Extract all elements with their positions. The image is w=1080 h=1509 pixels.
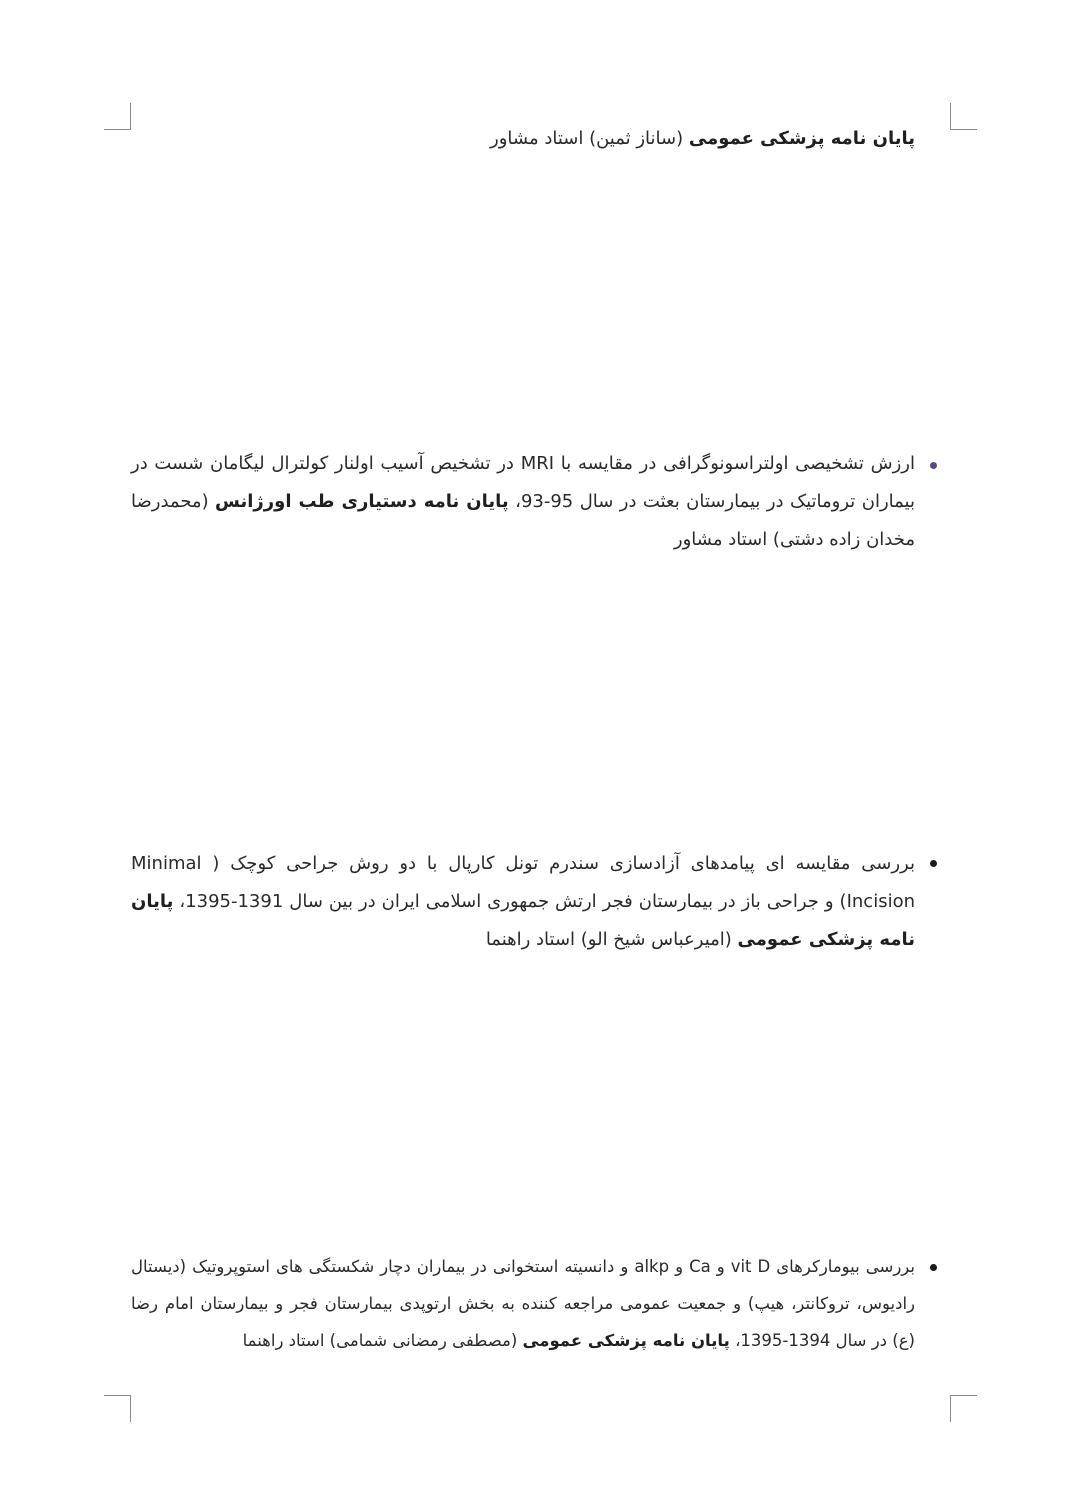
entry-1 [131, 445, 915, 559]
crop-mark-bottom-left [104, 1395, 131, 1422]
bullet-3 [930, 1264, 937, 1271]
crop-mark-bottom-right [950, 1395, 977, 1422]
entry-2-bold: پایان نامه پزشکی عمومی [131, 891, 915, 950]
entry-1-text-b: (محمدرضا مخدان زاده دشتی) استاد مشاور [131, 491, 915, 550]
entry-2-text-a: بررسی مقایسه ای پیامدهای آزادسازی سندرم تونل کارپال با دو روش جراحی کوچک ( Minimal Incision) و جراحی باز در بیمارستان فجر ارتش جمهوری اسلامی ایران در بین سال 1391-1395، [131, 853, 915, 912]
top-line-bold: پایان نامه پزشکی عمومی [688, 128, 915, 149]
crop-mark-top-right [950, 103, 977, 130]
bullet-2 [930, 860, 937, 867]
entry-3-text-a: بررسی بیومارکرهای vit D و Ca و alkp و دانسیته استخوانی در بیماران دچار شکستگی های استوپروتیک (دیستال رادیوس، تروکانتر، هیپ) و جمعیت عمومی مراجعه کننده به بخش ارتوپدی بیمارستان فجر و بیمارستان امام رضا (ع) در سال 1394-1395، [131, 1257, 915, 1350]
entry-1-bold: پایان نامه دستیاری طب اورژانس [215, 491, 509, 512]
entry-2-text-b: (امیرعباس شیخ الو) استاد راهنما [485, 929, 738, 950]
entry-3-bold: پایان نامه پزشکی عمومی [522, 1331, 730, 1350]
entry-3-text-b: (مصطفی رمضانی شمامی) استاد راهنما [242, 1331, 523, 1350]
entry-1-text-a: ارزش تشخیصی اولتراسونوگرافی در مقایسه با MRI در تشخیص آسیب اولنار کولترال لیگامان شست در بیماران تروماتیک در بیمارستان بعثت در سال 95-93، [131, 453, 915, 512]
bullet-1 [930, 462, 937, 469]
crop-mark-top-left [104, 103, 131, 130]
entry-3 [131, 1248, 915, 1359]
entry-2 [131, 845, 915, 959]
top-line-rest: (ساناز ثمین) استاد مشاور [490, 128, 689, 149]
top-line [490, 120, 915, 158]
